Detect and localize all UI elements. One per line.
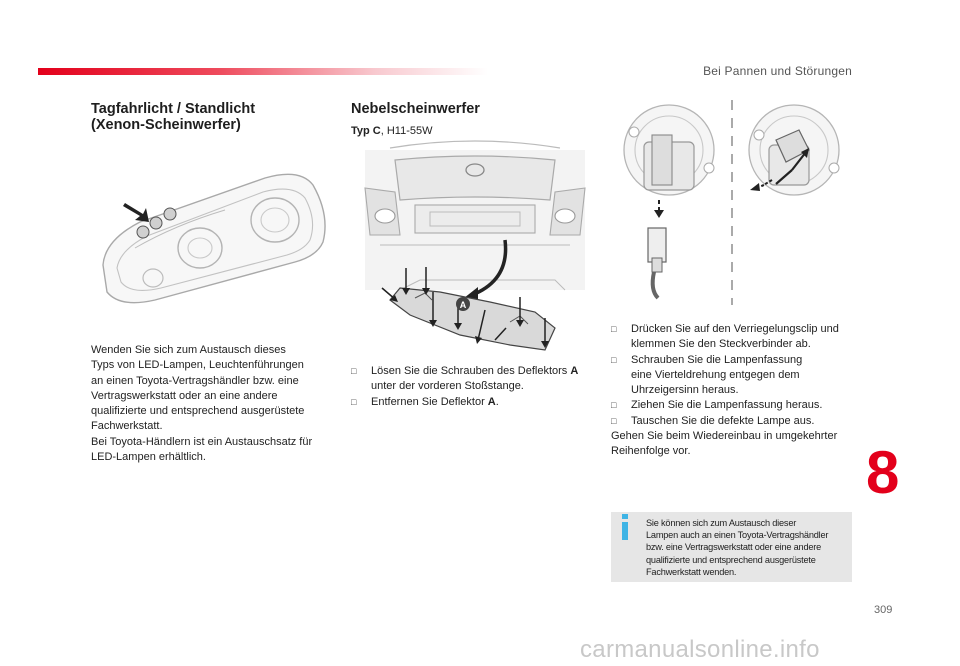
left-body-line: Bei Toyota-Händlern ist ein Austauschsatz für [91,435,313,448]
right-step-1-text: Drücken Sie auf den Verriegelungsclip und [631,323,839,335]
left-body-line: Wenden Sie sich zum Austausch dieses [91,344,286,356]
watermark[interactable]: carmanualsonline.info [580,636,820,663]
chapter-number: 8 [866,439,900,506]
middle-heading [351,101,480,117]
header-color-bar [38,68,488,75]
bulb-type-label: Typ C [351,125,381,137]
right-step-4: □ Tauschen Sie die defekte Lampe aus. [611,414,861,429]
middle-step-2 [351,395,596,410]
fog-lamp-illustration [614,100,859,315]
info-line: Lampen auch an einen Toyota-Vertragshändler [646,530,829,541]
middle-step-1-bold: A [570,365,579,377]
middle-step-1-text-2: unter der vorderen Stoßstange. [371,380,524,393]
left-body-line: an einen Toyota-Vertragshändler bzw. eine [91,374,299,387]
left-body-line: Fachwerkstatt. [91,420,163,433]
left-body [91,343,336,465]
right-step-2-text-2: eine Vierteldrehung entgegen dem [631,368,800,381]
right-step-2 [611,353,861,399]
middle-step-2-bold: A [487,395,496,408]
middle-step-1-text: Lösen Sie die Schrauben des Deflektors [371,365,571,377]
section-title: Bei Pannen und Störungen [703,64,852,78]
bulb-type [351,124,433,139]
middle-step-2-text: Entfernen Sie Deflektor [371,395,488,408]
left-body-line: qualifizierte und entsprechend ausgerüstete [91,405,305,418]
closing-line-1: Gehen Sie beim Wiedereinbau in umgekehrter [611,430,838,443]
info-text [646,517,852,578]
middle-step-1 [351,364,596,395]
middle-title: Nebelscheinwerfer [351,101,480,117]
right-step-1-text-2: klemmen Sie den Steckverbinder ab. [631,338,811,351]
info-line: Fachwerkstatt wenden. [646,566,737,577]
page-number: 309 [874,604,893,616]
info-line: Sie können sich zum Austausch dieser [646,518,797,528]
right-step-1 [611,322,861,353]
right-step-3: □ Ziehen Sie die Lampenfassung heraus. [611,398,861,413]
right-step-2-text: Schrauben Sie die Lampenfassung [631,353,803,366]
left-heading [91,101,255,133]
headlamp-illustration [95,170,335,310]
right-steps [611,322,861,460]
left-body-line: Typs von LED-Lampen, Leuchtenführungen [91,359,304,372]
left-body-line: Vertragswerkstatt oder an eine andere [91,389,278,402]
right-step-2-text-3: Uhrzeigersinn heraus. [631,384,739,397]
left-title-line1: Tagfahrlicht / Standlicht [91,101,256,117]
middle-step-2-after: . [495,395,499,408]
deflector-a-label: A [459,300,467,310]
closing-line-2: Reihenfolge vor. [611,445,691,458]
bumper-deflector-illustration [360,140,590,355]
info-icon [618,514,632,540]
bulb-type-value: , H11-55W [380,125,433,137]
info-line: qualifizierte und entsprechend ausgerüstete [646,554,816,565]
left-title-line2: (Xenon-Scheinwerfer) [91,117,241,133]
info-line: bzw. eine Vertragswerkstatt oder eine andere [646,542,822,553]
middle-steps [351,364,596,410]
left-body-line: LED-Lampen erhältlich. [91,451,206,464]
